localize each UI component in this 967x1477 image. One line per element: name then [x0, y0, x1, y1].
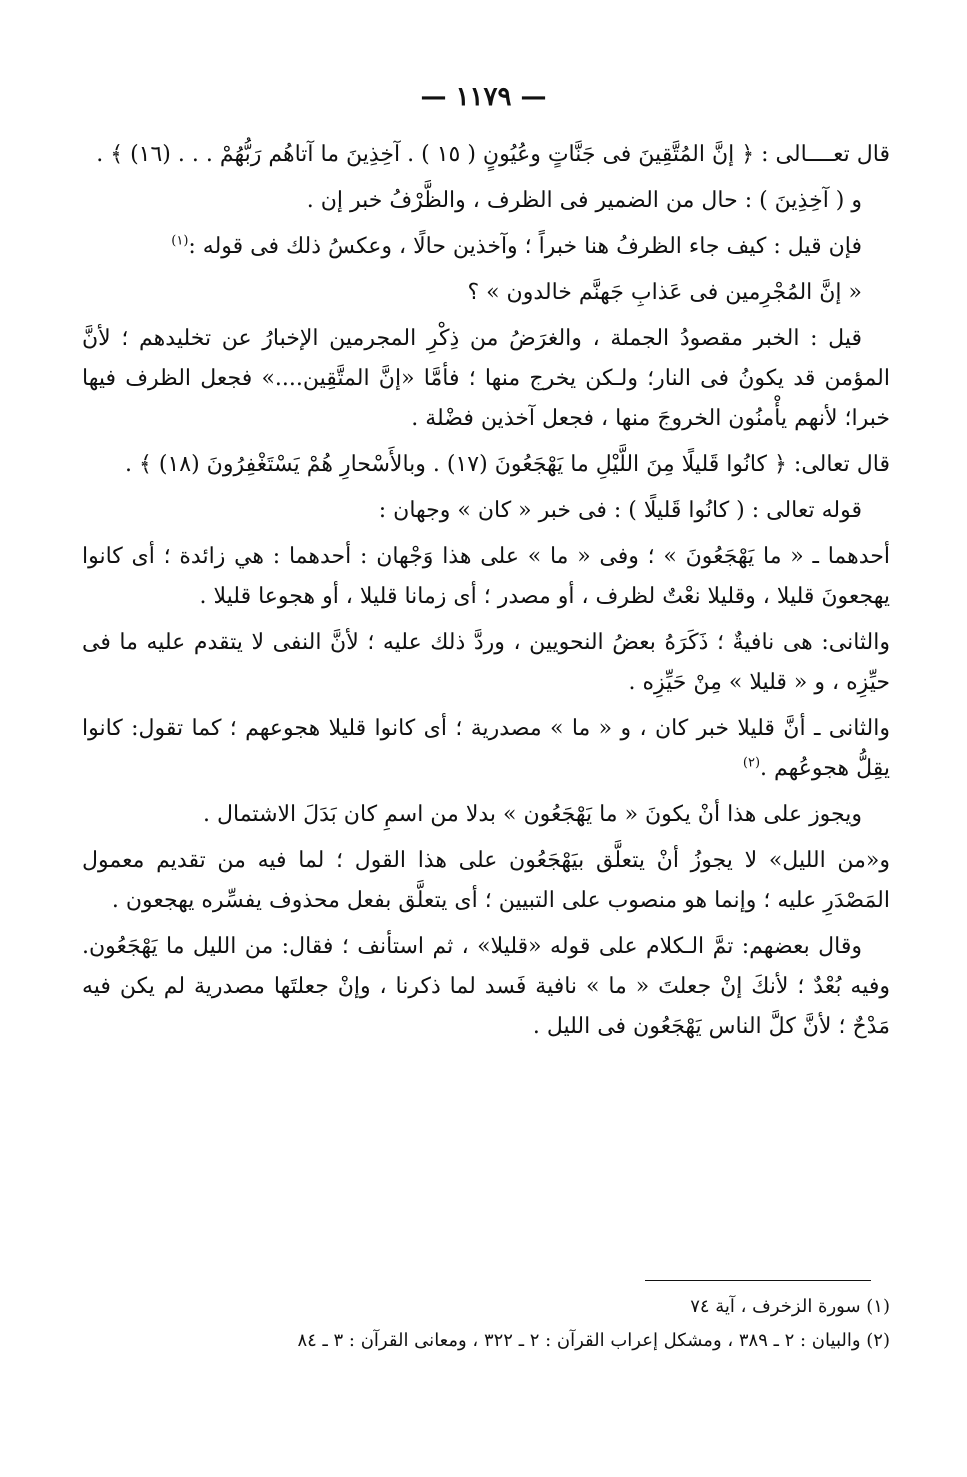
footnote-2: (٢) والبيان : ٢ ـ ٣٨٩ ، ومشكل إعراب القرآن : ٢ ـ ٣٢٢ ، ومعانى القرآن : ٣ ـ ٨٤: [297, 1330, 890, 1351]
footnote-ref-1: (١): [171, 233, 189, 249]
paragraph-13: وقال بعضهم: تمَّ الـكلام على قوله «قليلا» ، ثم استأنف ؛ فقال: من الليل ما يَهْجَعُون. وفيه بُعْدٌ ؛ لأنكَ إنْ جعلتَ « ما » نافية فَسد لما ذكرنا ، وإنْ جعلتَها مصدرية لم يكن فيه مَدْحٌ ؛ لأنَّ كلَّ الناس يَهْجَعُون فى الليل .: [82, 934, 890, 1039]
footnote-ref-2: (٢): [742, 755, 761, 771]
page-number: — ١١٧٩ —: [420, 82, 547, 112]
paragraph-2: و ( آخِذِينَ ) : حال من الضمير فى الظرف ، والظَّرْفُ خبر إن .: [306, 188, 862, 213]
paragraph-10-text: والثانى ـ أنَّ قليلا خبر كان ، و « ما » مصدرية ؛ أى كانوا قليلا هجوعهم ؛ كما تقول: كانوا يقِلُّ هجوعُهم .: [82, 716, 890, 781]
paragraph-4: « إنَّ المُجْرِمين فى عَذابِ جَهنَّم خالدون » ؟: [467, 280, 862, 305]
paragraph-5: قيل : الخبر مقصودُ الجملة ، والغرَضُ من ذِكْرِ المجرمين الإخبارُ عن تخليدهم ؛ لأنَّ المؤمن قد يكونُ فى النار؛ ولـكن يخرج منها ؛ فأمَّا «إنَّ المتَّقِين....» فجعل الظرف فيها خبرا؛ لأنهم يأْمنُون الخروجَ منها ، فجعل آخذين فضْلة .: [82, 326, 890, 431]
paragraph-3-text: فإن قيل : كيف جاء الظرفُ هنا خبراً ؛ وآخذين حالًا ، وعكسُ ذلك فى قوله :: [188, 234, 862, 259]
verse-paragraph-2: قال تعالى: ﴿ كانُوا قَليلًا مِنَ اللَّيْلِ ما يَهْجَعُونَ (١٧) . وبالأَسْحارِ هُمْ يَسْتَغْفِرُونَ (١٨) ﴾ .: [125, 452, 890, 477]
paragraph-10: [82, 709, 890, 789]
main-text: [82, 135, 890, 1053]
paragraph-12: و«من الليل» لا يجوزُ أنْ يتعلَّق بيَهْجَعُون على هذا القول ؛ لما فيه من تقديم معمول المَصْدَرِ عليه ؛ وإنما هو منصوب على التبيين ؛ أى يتعلَّق بفعل محذوف يفسِّره يهجعون .: [82, 848, 890, 913]
verse-paragraph-1: قال تعــــالى : ﴿ إنَّ المُتَّقِينَ فى جَنَّاتٍ وعُيُونٍ ( ١٥ ) . آخِذِينَ ما آتاهُم رَبُّهُمْ . . . (١٦) ﴾ .: [96, 142, 890, 167]
paragraph-7: قوله تعالى : ( كانُوا قَليلًا ) : فى خبر « كان » وجهان :: [378, 498, 862, 523]
paragraph-3: [82, 227, 890, 267]
footnote-divider: [645, 1280, 871, 1281]
footnote-1: (١) سورة الزخرف ، آية ٧٤: [690, 1296, 890, 1317]
footnotes: [82, 1290, 890, 1358]
paragraph-8: أحدهما ـ « ما يَهْجَعُونَ » ؛ وفى « ما » على هذا وَجْهان : أحدهما : هي زائدة ؛ أى كانوا يهجعونَ قليلا ، وقليلا نعْتٌ لظرف ، أو مصدر ؛ أى زمانا قليلا ، أو هجوعا قليلا .: [82, 544, 890, 609]
paragraph-11: ويجوز على هذا أنْ يكونَ « ما يَهْجَعُون » بدلا من اسمِ كان بَدَلَ الاشتمال .: [203, 802, 862, 827]
paragraph-9: والثانى: هى نافيةٌ ؛ ذَكَرَهُ بعضُ النحويين ، وردَّ ذلك عليه ؛ لأنَّ النفى لا يتقدم عليه ما فى حيِّزِه ، و « قليلا » مِنْ حَيِّزِه .: [82, 630, 890, 695]
